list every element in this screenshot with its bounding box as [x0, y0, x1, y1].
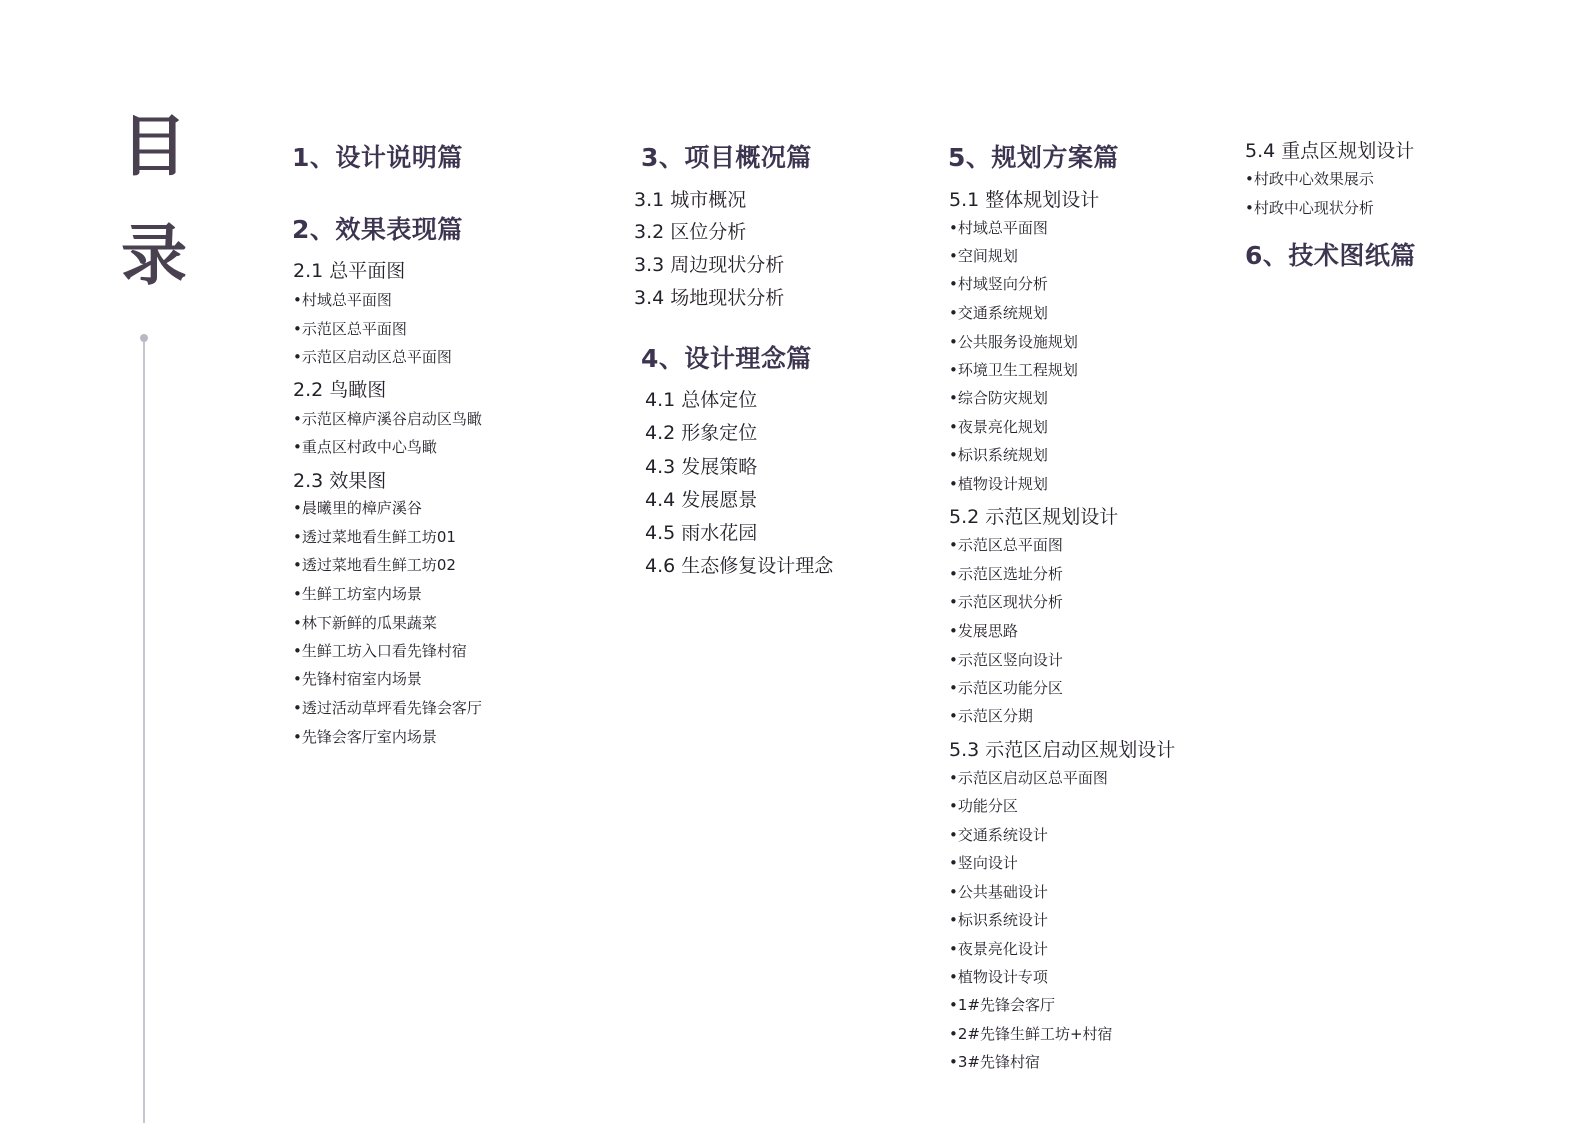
section-heading-3: 3、项目概况篇 [641, 143, 812, 172]
list-item: •夜景亮化规划 [949, 418, 1048, 436]
list-item: •透过菜地看生鲜工坊02 [293, 556, 456, 574]
list-item: •先锋村宿室内场景 [293, 670, 422, 688]
subsection-3-3: 3.3 周边现状分析 [634, 254, 785, 276]
timeline-dot [140, 334, 148, 342]
list-item: •晨曦里的樟庐溪谷 [293, 499, 422, 517]
list-item: •发展思路 [949, 622, 1018, 640]
list-item: •村域总平面图 [949, 219, 1048, 237]
list-item: •示范区启动区总平面图 [293, 348, 452, 366]
list-item: •环境卫生工程规划 [949, 361, 1078, 379]
subsection-4-1: 4.1 总体定位 [645, 389, 758, 411]
subsection-4-3: 4.3 发展策略 [645, 456, 758, 478]
list-item: •重点区村政中心鸟瞰 [293, 438, 437, 456]
subsection-5-4: 5.4 重点区规划设计 [1245, 140, 1415, 162]
timeline-line [143, 342, 145, 1123]
list-item: •生鲜工坊入口看先锋村宿 [293, 642, 467, 660]
list-item: •示范区竖向设计 [949, 651, 1063, 669]
subsection-5-3: 5.3 示范区启动区规划设计 [949, 739, 1176, 761]
subsection-4-6: 4.6 生态修复设计理念 [645, 555, 834, 577]
list-item: •林下新鲜的瓜果蔬菜 [293, 614, 437, 632]
list-item: •交通系统规划 [949, 304, 1048, 322]
subsection-2-1: 2.1 总平面图 [293, 260, 406, 282]
list-item: •示范区选址分析 [949, 565, 1063, 583]
list-item: •透过活动草坪看先锋会客厅 [293, 699, 482, 717]
section-heading-6: 6、技术图纸篇 [1245, 241, 1416, 270]
list-item: •竖向设计 [949, 854, 1018, 872]
list-item: •村域总平面图 [293, 291, 392, 309]
subsection-5-1: 5.1 整体规划设计 [949, 189, 1100, 211]
list-item: •标识系统设计 [949, 911, 1048, 929]
list-item: •透过菜地看生鲜工坊01 [293, 528, 456, 546]
list-item: •村域竖向分析 [949, 275, 1048, 293]
subsection-4-5: 4.5 雨水花园 [645, 522, 758, 544]
list-item: •夜景亮化设计 [949, 940, 1048, 958]
list-item: •2#先锋生鲜工坊+村宿 [949, 1025, 1113, 1043]
list-item: •生鲜工坊室内场景 [293, 585, 422, 603]
list-item: •先锋会客厅室内场景 [293, 728, 437, 746]
list-item: •示范区分期 [949, 707, 1033, 725]
list-item: •1#先锋会客厅 [949, 996, 1055, 1014]
subsection-5-2: 5.2 示范区规划设计 [949, 506, 1119, 528]
list-item: •交通系统设计 [949, 826, 1048, 844]
list-item: •公共基础设计 [949, 883, 1048, 901]
page-title-char-2: 录 [121, 216, 187, 294]
subsection-4-4: 4.4 发展愿景 [645, 489, 758, 511]
subsection-3-4: 3.4 场地现状分析 [634, 287, 785, 309]
list-item: •示范区总平面图 [949, 536, 1063, 554]
list-item: •功能分区 [949, 797, 1018, 815]
list-item: •综合防灾规划 [949, 389, 1048, 407]
subsection-2-3: 2.3 效果图 [293, 470, 387, 492]
section-heading-1: 1、设计说明篇 [292, 143, 463, 172]
page-title-char-1: 目 [121, 107, 187, 185]
list-item: •示范区现状分析 [949, 593, 1063, 611]
list-item: •标识系统规划 [949, 446, 1048, 464]
list-item: •示范区总平面图 [293, 320, 407, 338]
subsection-2-2: 2.2 鸟瞰图 [293, 379, 387, 401]
list-item: •示范区功能分区 [949, 679, 1063, 697]
list-item: •村政中心效果展示 [1245, 170, 1374, 188]
list-item: •3#先锋村宿 [949, 1053, 1040, 1071]
list-item: •空间规划 [949, 247, 1018, 265]
list-item: •示范区樟庐溪谷启动区鸟瞰 [293, 410, 482, 428]
section-heading-5: 5、规划方案篇 [948, 143, 1119, 172]
list-item: •示范区启动区总平面图 [949, 769, 1108, 787]
subsection-3-1: 3.1 城市概况 [634, 189, 747, 211]
list-item: •村政中心现状分析 [1245, 199, 1374, 217]
subsection-4-2: 4.2 形象定位 [645, 422, 758, 444]
subsection-3-2: 3.2 区位分析 [634, 221, 747, 243]
list-item: •植物设计专项 [949, 968, 1048, 986]
list-item: •植物设计规划 [949, 475, 1048, 493]
section-heading-4: 4、设计理念篇 [641, 344, 812, 373]
list-item: •公共服务设施规划 [949, 333, 1078, 351]
section-heading-2: 2、效果表现篇 [292, 215, 463, 244]
